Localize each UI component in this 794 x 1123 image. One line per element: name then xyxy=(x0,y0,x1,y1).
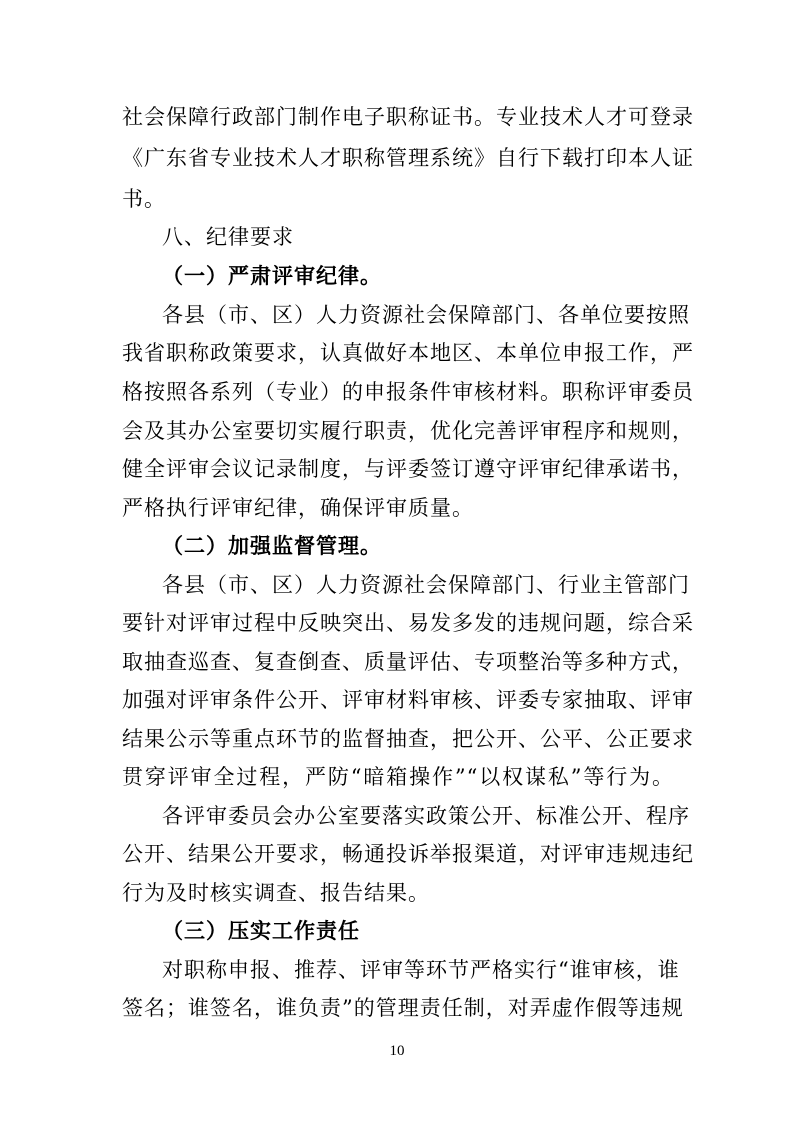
body-text-line: 结果公示等重点环节的监督抽查，把公开、公平、公正要求 xyxy=(122,727,694,751)
body-text-line: 书。 xyxy=(122,187,166,211)
body-text-line: 公开、结果公开要求，畅通投诉举报渠道，对评审违规违纪 xyxy=(122,842,694,866)
subsection-heading: （三）压实工作责任 xyxy=(162,918,360,943)
body-text-line: 会及其办公室要切实履行职责，优化完善评审程序和规则， xyxy=(122,419,694,443)
body-text-line: 各县（市、区）人力资源社会保障部门、行业主管部门 xyxy=(162,573,690,597)
body-text-line: 健全评审会议记录制度，与评委签订遵守评审纪律承诺书， xyxy=(122,457,694,481)
body-text-line: 《广东省专业技术人才职称管理系统》自行下载打印本人证 xyxy=(122,146,694,170)
body-text-line: 取抽查巡查、复查倒查、质量评估、专项整治等多种方式， xyxy=(122,650,694,674)
subsection-heading: （二）加强监督管理。 xyxy=(162,533,382,558)
body-text-line: 我省职称政策要求，认真做好本地区、本单位申报工作，严 xyxy=(122,341,694,365)
body-text-line: 社会保障行政部门制作电子职称证书。专业技术人才可登录 xyxy=(122,105,694,129)
subsection-heading: （一）严肃评审纪律。 xyxy=(162,263,382,288)
body-text-line: 要针对评审过程中反映突出、易发多发的违规问题，综合采 xyxy=(122,611,694,635)
body-text-line: 各评审委员会办公室要落实政策公开、标准公开、程序 xyxy=(162,804,690,828)
body-text-line: 各县（市、区）人力资源社会保障部门、各单位要按照 xyxy=(162,303,690,327)
body-text-line: 贯穿评审全过程，严防“暗箱操作”“以权谋私”等行为。 xyxy=(122,765,674,789)
page-number: 10 xyxy=(389,1043,405,1059)
body-text-line: 行为及时核实调查、报告结果。 xyxy=(122,881,430,905)
body-text-line: 加强对评审条件公开、评审材料审核、评委专家抽取、评审 xyxy=(122,688,694,712)
body-text-line: 签名；谁签名，谁负责”的管理责任制，对弄虚作假等违规 xyxy=(122,996,684,1020)
body-text-line: 对职称申报、推荐、评审等环节严格实行“谁审核，谁 xyxy=(162,958,680,982)
body-text-line: 格按照各系列（专业）的申报条件审核材料。职称评审委员 xyxy=(122,380,694,404)
body-text-line: 严格执行评审纪律，确保评审质量。 xyxy=(122,496,474,520)
section-heading: 八、纪律要求 xyxy=(162,225,294,249)
